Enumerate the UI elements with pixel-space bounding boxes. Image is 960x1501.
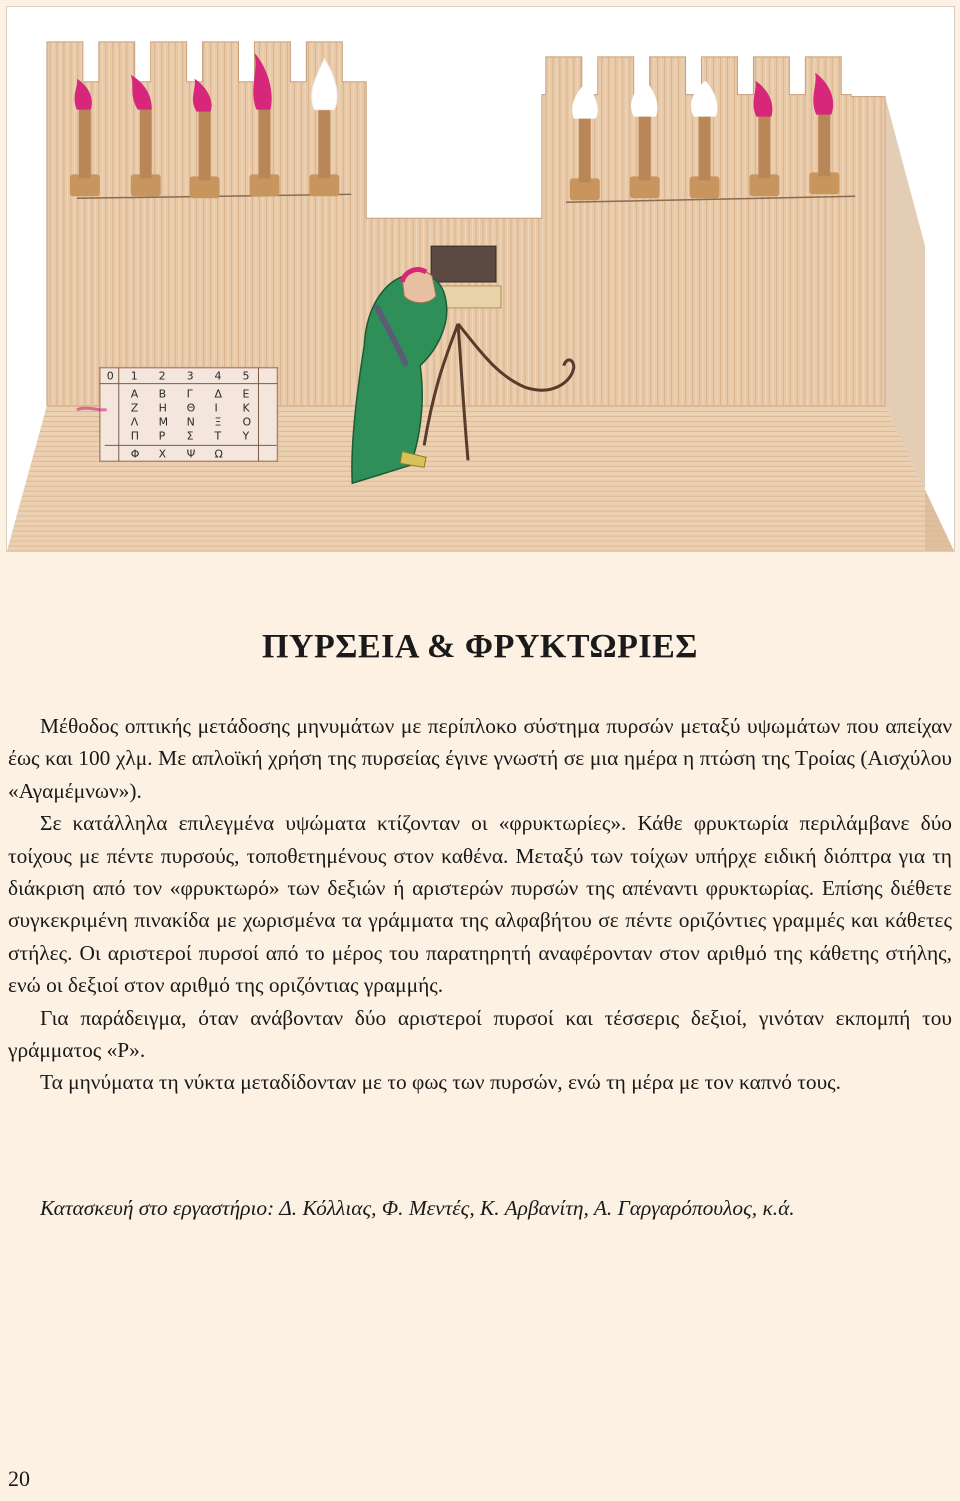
svg-text:Ψ: Ψ	[186, 447, 196, 461]
body-paragraph: Σε κατάλληλα επιλεγμένα υψώματα κτίζονταν οι «φρυκτωρίες». Κάθε φρυκτωρία περιλάμβανε δύο τοίχους με πέντε πυρσούς, τοποθετημένους στον καθένα. Μεταξύ των τοίχων υπήρχε ειδική διόπτρα για τη διάκριση από τον «φρυκτωρό» των δεξιών ή αριστερών πυρσών της απέναντι φρυκτωρίας. Επίσης διέθετε συγκεκριμένη πινακίδα με χωρισμένα τα γράμματα της αλφαβήτου σε πέντε οριζόντιες γραμμές και κάθετες στήλες. Οι αριστεροί πυρσοί από το μέρος του παρατηρητή αναφέρονταν στον αριθμό της κάθετης στήλης, ενώ οι δεξιοί στον αριθμό της οριζόντιας γραμμής.	[8, 811, 952, 998]
alphabet-board	[77, 368, 278, 462]
beacon-model-photo	[6, 6, 955, 552]
svg-text:Μ: Μ	[158, 415, 169, 429]
svg-text:0: 0	[106, 369, 114, 383]
article-body	[8, 710, 952, 1099]
svg-text:Η: Η	[158, 401, 167, 415]
svg-text:Κ: Κ	[242, 401, 250, 415]
svg-text:Γ: Γ	[186, 387, 193, 401]
body-paragraph: Για παράδειγμα, όταν ανάβονταν δύο αριστεροί πυρσοί και τέσσερις δεξιοί, γινόταν εκπομπή του γράμματος «Ρ».	[8, 1005, 952, 1063]
svg-text:Υ: Υ	[242, 429, 250, 443]
svg-text:Ε: Ε	[242, 387, 250, 401]
beacon-model-illustration	[7, 7, 954, 551]
svg-text:2: 2	[158, 369, 166, 383]
svg-text:Ω: Ω	[214, 447, 223, 461]
body-paragraph: Μέθοδος οπτικής μετάδοσης μηνυμάτων με περίπλοκο σύστημα πυρσών μεταξύ υψωμάτων που απείχαν έως και 100 χλμ. Με απλοϊκή χρήση της πυρσείας έγινε γνωστή σε μια ημέρα η πτώση της Τροίας (Αισχύλου «Αγαμέμνων»).	[8, 714, 952, 803]
svg-text:Θ: Θ	[186, 401, 196, 415]
svg-text:3: 3	[186, 369, 194, 383]
svg-text:Ξ: Ξ	[214, 415, 222, 429]
svg-text:Χ: Χ	[158, 447, 167, 461]
svg-text:Α: Α	[130, 387, 139, 401]
page-title: ΠΥΡΣΕΙΑ & ΦΡΥΚΤΩΡΙΕΣ	[261, 628, 699, 665]
svg-text:Ζ: Ζ	[130, 401, 139, 415]
svg-text:5: 5	[242, 369, 250, 383]
svg-text:Τ: Τ	[214, 429, 222, 443]
svg-text:Λ: Λ	[130, 415, 139, 429]
svg-text:Ν: Ν	[186, 415, 195, 429]
svg-text:Ρ: Ρ	[158, 429, 166, 443]
body-paragraph: Τα μηνύματα τη νύκτα μεταδίδονταν με το φως των πυρσών, ενώ τη μέρα με τον καπνό τους.	[40, 1070, 841, 1095]
svg-text:4: 4	[214, 369, 222, 383]
svg-text:Β: Β	[158, 387, 167, 401]
svg-text:Ο: Ο	[242, 415, 252, 429]
svg-text:Δ: Δ	[214, 387, 223, 401]
credits	[8, 1192, 952, 1224]
svg-text:1: 1	[130, 369, 138, 383]
page-number: 20	[8, 1466, 30, 1491]
svg-text:Φ: Φ	[130, 447, 140, 461]
svg-text:Π: Π	[130, 429, 139, 443]
svg-text:Σ: Σ	[186, 429, 194, 443]
credits-text: Κατασκευή στο εργαστήριο: Δ. Κόλλιας, Φ. Μεντές, Κ. Αρβανίτη, Α. Γαργαρόπουλος, κ.ά.	[40, 1196, 795, 1220]
svg-text:Ι: Ι	[214, 401, 218, 415]
